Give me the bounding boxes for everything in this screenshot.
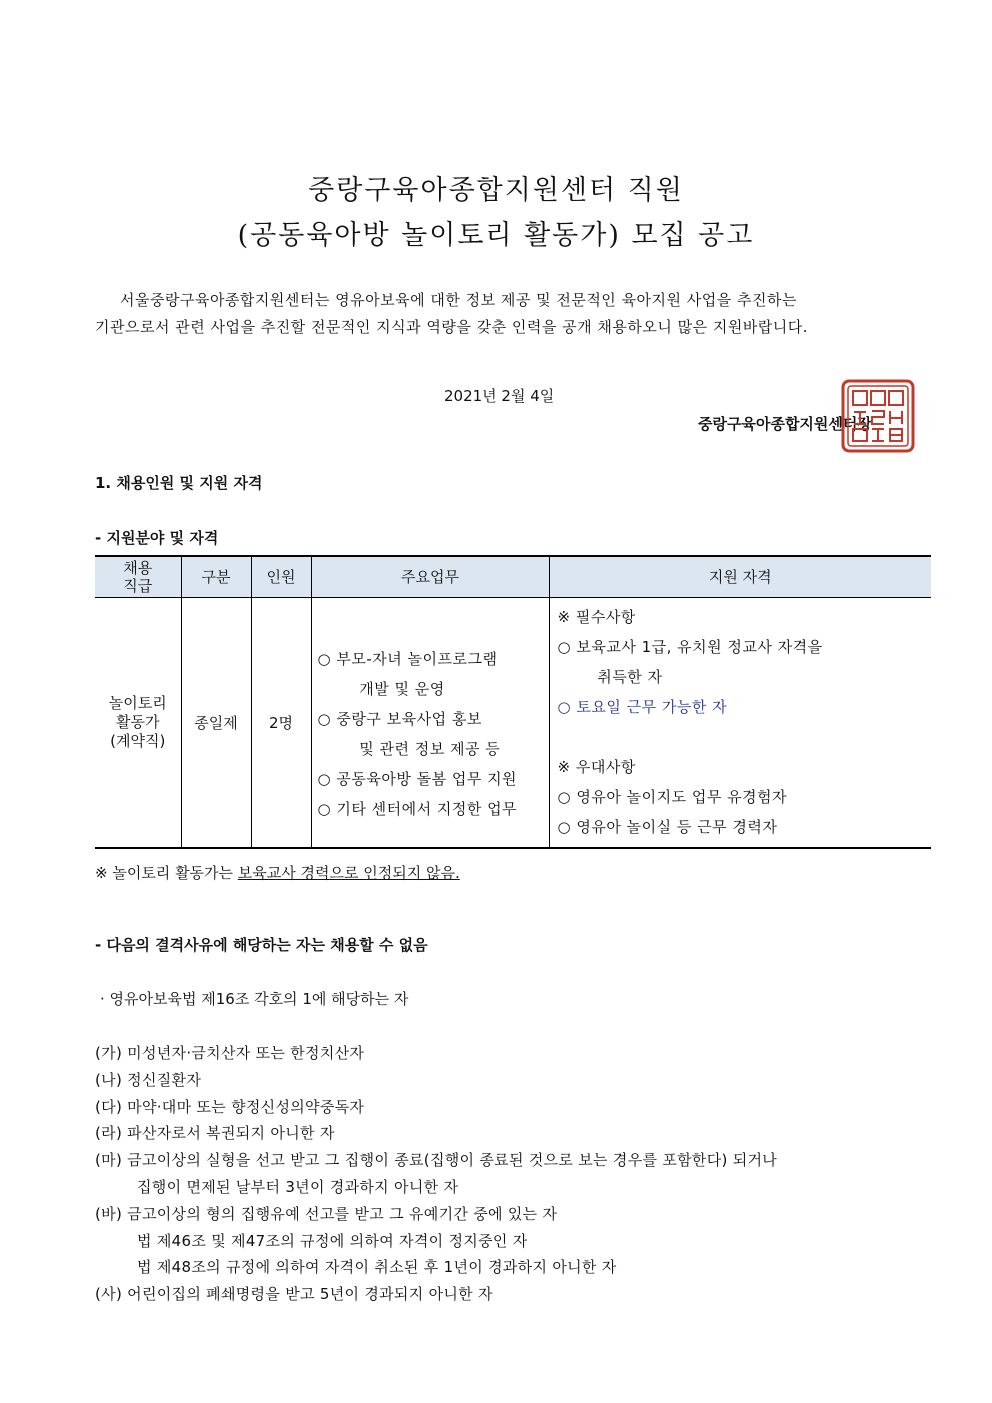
law-reference: · 영유아보육법 제16조 각호의 1에 해당하는 자 — [100, 990, 409, 1008]
section1-subheading: - 지원분야 및 자격 — [95, 529, 219, 547]
official-seal-stamp — [840, 378, 916, 454]
intro-line1: 서울중랑구육아종합지원센터는 영유아보육에 대한 정보 제공 및 전문적인 육아지원 사업을 추진하는 — [120, 291, 797, 309]
header-rank — [95, 556, 181, 598]
announcement-date: 2021년 2월 4일 — [444, 387, 555, 405]
header-count: 인원 — [251, 556, 311, 598]
list-item: (가) 미성년자·금치산자 또는 한정치산자 — [95, 1044, 365, 1062]
duty-item: ○ 기타 센터에서 지정한 업무 — [317, 800, 518, 819]
cell-type: 종일제 — [181, 598, 251, 848]
table-header-row — [95, 556, 931, 598]
list-item: (나) 정신질환자 — [95, 1070, 202, 1089]
rank-line2: 활동가 — [116, 712, 160, 731]
header-rank-line2: 직급 — [123, 577, 153, 595]
qual-item — [558, 722, 932, 752]
list-item: 집행이 면제된 날부터 3년이 경과하지 아니한 자 — [137, 1177, 459, 1196]
rank-line3: (계약직) — [110, 731, 166, 750]
cell-count: 2명 — [251, 598, 311, 848]
qual-item: ○ 영유아 놀이실 등 근무 경력자 — [557, 818, 778, 837]
cell-rank — [95, 598, 181, 848]
duty-item: 개발 및 운영 — [343, 680, 445, 699]
list-item: (다) 마약·대마 또는 향정신성의약중독자 — [95, 1097, 365, 1116]
cell-qualification — [549, 598, 931, 848]
qual-item: ※ 필수사항 — [557, 608, 636, 627]
qualification-table — [95, 555, 931, 849]
list-item: (라) 파산자로서 복권되지 아니한 자 — [95, 1124, 335, 1143]
list-item: (사) 어린이집의 폐쇄명령을 받고 5년이 경과되지 아니한 자 — [95, 1285, 493, 1304]
header-type: 구분 — [181, 556, 251, 598]
duty-item: ○ 부모-자녀 놀이프로그램 — [317, 650, 498, 669]
duty-item: 및 관련 정보 제공 등 — [343, 740, 501, 759]
disqualification-list — [95, 1040, 777, 1308]
qual-item: ○ 토요일 근무 가능한 자 — [557, 698, 728, 717]
list-item: 법 제46조 및 제47조의 규정에 의하여 자격이 정지중인 자 — [137, 1231, 528, 1250]
list-item: (마) 금고이상의 실형을 선고 받고 그 집행이 종료(집행이 종료된 것으로 보는 경우를 포함한다) 되거나 — [95, 1151, 778, 1170]
section2-heading: - 다음의 결격사유에 해당하는 자는 채용할 수 없음 — [95, 936, 428, 954]
duty-item: ○ 중랑구 보육사업 홍보 — [317, 710, 482, 729]
qual-item: ○ 영유아 놀이지도 업무 유경험자 — [557, 788, 788, 807]
table-note — [95, 862, 460, 883]
section1-heading: 1. 채용인원 및 지원 자격 — [95, 474, 263, 492]
duty-item: ○ 공동육아방 돌봄 업무 지원 — [317, 770, 518, 789]
cell-duties — [311, 598, 549, 848]
header-duties: 주요업무 — [311, 556, 549, 598]
note-prefix: ※ 놀이토리 활동가는 — [95, 864, 238, 882]
table-row — [95, 598, 931, 848]
page-title-line2: (공동육아방 놀이토리 활동가) 모집 공고 — [237, 220, 755, 251]
organization-head: 중랑구육아종합지원센터장 — [698, 415, 872, 433]
header-qualification: 지원 자격 — [549, 556, 931, 598]
list-item: 법 제48조의 규정에 의하여 자격이 취소된 후 1년이 경과하지 아니한 자 — [137, 1258, 617, 1277]
rank-line1: 놀이토리 — [108, 693, 167, 712]
qual-item: 취득한 자 — [581, 668, 663, 687]
header-rank-line1: 채용 — [123, 559, 153, 577]
qual-item: ※ 우대사항 — [557, 758, 636, 777]
page-title-line1: 중랑구육아종합지원센터 직원 — [308, 175, 684, 206]
intro-line2: 기관으로서 관련 사업을 추진할 전문적인 지식과 역량을 갖춘 인력을 공개 채용하오니 많은 지원바랍니다. — [95, 318, 809, 336]
note-underlined: 보육교사 경력으로 인정되지 않음. — [237, 864, 460, 882]
qual-item: ○ 보육교사 1급, 유치원 정교사 자격을 — [557, 638, 823, 657]
list-item: (바) 금고이상의 형의 집행유예 선고를 받고 그 유예기간 중에 있는 자 — [95, 1204, 558, 1223]
